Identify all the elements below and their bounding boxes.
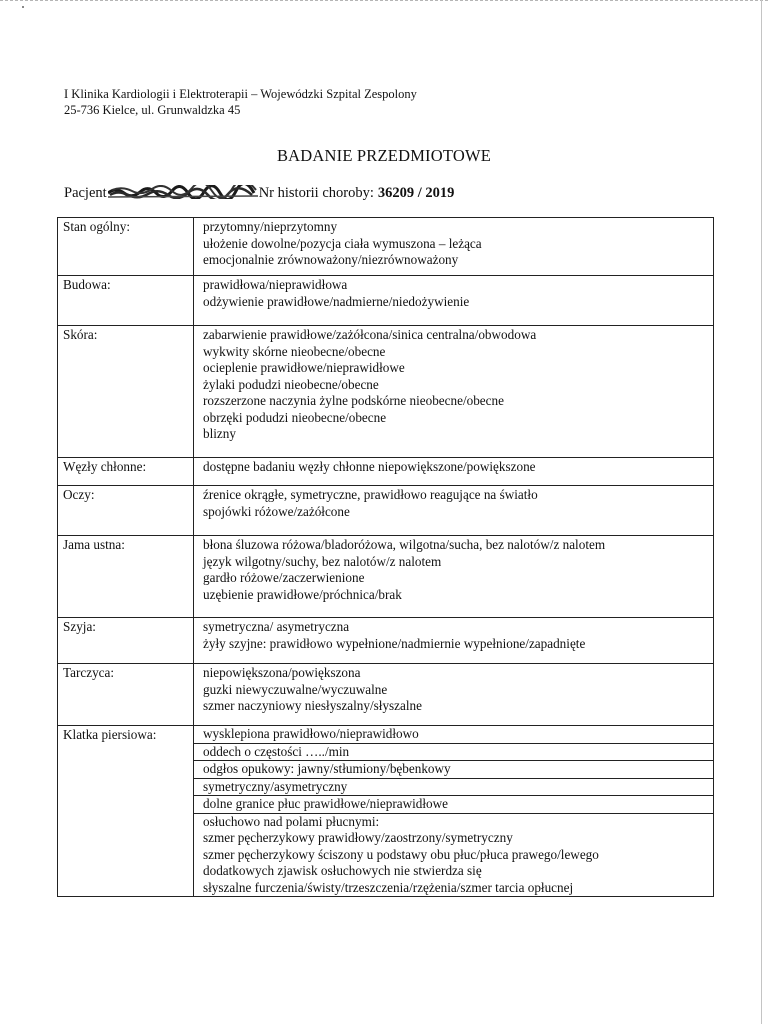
row-content-stan (194, 218, 713, 275)
patient-line (64, 183, 454, 202)
finding-line: obrzęki podudzi nieobecne/obecne (203, 409, 387, 425)
row-label-oczy: Oczy: (58, 486, 194, 536)
finding-line: język wilgotny/suchy, bez nalotów/z nalotem (203, 553, 442, 569)
row-label-stan: Stan ogólny: (58, 218, 194, 276)
scan-artifact (22, 6, 24, 8)
history-label: Nr historii choroby: (258, 185, 374, 201)
finding-line: dolne granice płuc prawidłowe/nieprawidłowe (203, 796, 448, 811)
finding-line: ułożenie dowolne/pozycja ciała wymuszona – leżąca (203, 235, 482, 251)
finding-line: blizny (203, 426, 236, 441)
finding-line: szmer pęcherzykowy ściszony u podstawy obu płuc/płuca prawego/lewego (203, 846, 599, 862)
finding-line: prawidłowa/nieprawidłowa (203, 277, 348, 292)
row-label-jama: Jama ustna: (58, 536, 194, 618)
row-label-szyja: Szyja: (58, 618, 194, 664)
table-row (58, 618, 714, 664)
document-header (64, 86, 417, 118)
page-title: BADANIE PRZEDMIOTOWE (276, 146, 492, 165)
clinic-address: 25-736 Kielce, ul. Grunwaldzka 45 (64, 103, 241, 117)
table-row (58, 664, 714, 726)
row-content-jama (194, 536, 713, 617)
table-row (58, 726, 714, 897)
table-row (58, 218, 714, 276)
redacted-patient-name (108, 185, 258, 199)
finding-line: niepowiększona/powiększona (203, 665, 361, 680)
finding-line: źrenice okrągłe, symetryczne, prawidłowo reagujące na światło (203, 487, 538, 502)
finding-line: odżywienie prawidłowe/nadmierne/niedożywienie (203, 293, 470, 309)
finding-line: szmer pęcherzykowy prawidłowy/zaostrzony/symetryczny (203, 830, 513, 845)
row-content-szyja (194, 618, 713, 663)
row-content-tarczyca (194, 664, 713, 725)
row-label-skora: Skóra: (58, 326, 194, 458)
subsection-auscultation (194, 814, 713, 897)
row-content-budowa (194, 276, 713, 325)
finding-line: wykwity skórne nieobecne/obecne (203, 343, 386, 359)
row-content-wezly (194, 458, 713, 485)
finding-line: dodatkowych zjawisk osłuchowych nie stwierdza się (203, 863, 482, 878)
subsection-symmetry (194, 779, 713, 797)
finding-line: rozszerzone naczynia żylne podskórne nieobecne/obecne (203, 393, 504, 408)
subsection-percussion (194, 761, 713, 779)
table-row (58, 276, 714, 326)
finding-line: osłuchowo nad polami płucnymi: (203, 813, 380, 829)
finding-line: symetryczna/ asymetryczna (203, 619, 350, 634)
finding-line: odgłos opukowy: jawny/stłumiony/bębenkowy (203, 761, 451, 776)
finding-line: symetryczny/asymetryczny (203, 778, 348, 794)
patient-label: Pacjent (64, 185, 107, 201)
row-label-tarczyca: Tarczyca: (58, 664, 194, 726)
finding-line: żylaki podudzi nieobecne/obecne (203, 376, 379, 392)
finding-line: dostępne badaniu węzły chłonne niepowiększone/powiększone (203, 459, 536, 474)
finding-line: ocieplenie prawidłowe/nieprawidłowe (203, 360, 405, 375)
row-content-skora (194, 326, 713, 457)
clinic-name: I Klinika Kardiologii i Elektroterapii – Wojewódzki Szpital Zespolony (64, 87, 417, 101)
finding-line: słyszalne furczenia/świsty/trzeszczenia/rzężenia/szmer tarcia opłucnej (203, 879, 574, 895)
examination-table (57, 217, 714, 897)
finding-line: przytomny/nieprzytomny (203, 219, 338, 234)
finding-line: wysklepiona prawidłowo/nieprawidłowo (203, 726, 419, 741)
finding-line: błona śluzowa różowa/bladoróżowa, wilgotna/sucha, bez nalotów/z nalotem (203, 537, 606, 552)
row-label-klatka: Klatka piersiowa: (58, 726, 194, 897)
table-row (58, 486, 714, 536)
finding-line: szmer naczyniowy niesłyszalny/słyszalne (203, 698, 422, 713)
finding-line: zabarwienie prawidłowe/zażółcona/sinica centralna/obwodowa (203, 327, 537, 342)
finding-line: gardło różowe/zaczerwienione (203, 570, 365, 585)
finding-line: spojówki różowe/zażółcone (203, 503, 350, 519)
row-label-budowa: Budowa: (58, 276, 194, 326)
finding-line: oddech o częstości …../min (203, 743, 350, 759)
row-content-oczy (194, 486, 713, 535)
scan-edge-top (0, 0, 768, 4)
finding-line: guzki niewyczuwalne/wyczuwalne (203, 681, 388, 697)
subsection-lung-borders (194, 796, 713, 814)
subsection-breathing-rate (194, 744, 713, 762)
finding-line: emocjonalnie zrównoważony/niezrównoważony (203, 252, 459, 267)
row-label-wezly: Węzły chłonne: (58, 458, 194, 486)
subsection-shape (194, 726, 713, 744)
history-number: 36209 / 2019 (377, 185, 455, 201)
table-row (58, 536, 714, 618)
finding-line: uzębienie prawidłowe/próchnica/brak (203, 586, 402, 602)
finding-line: żyły szyjne: prawidłowo wypełnione/nadmiernie wypełnione/zapadnięte (203, 635, 586, 651)
table-row (58, 458, 714, 486)
table-row (58, 326, 714, 458)
